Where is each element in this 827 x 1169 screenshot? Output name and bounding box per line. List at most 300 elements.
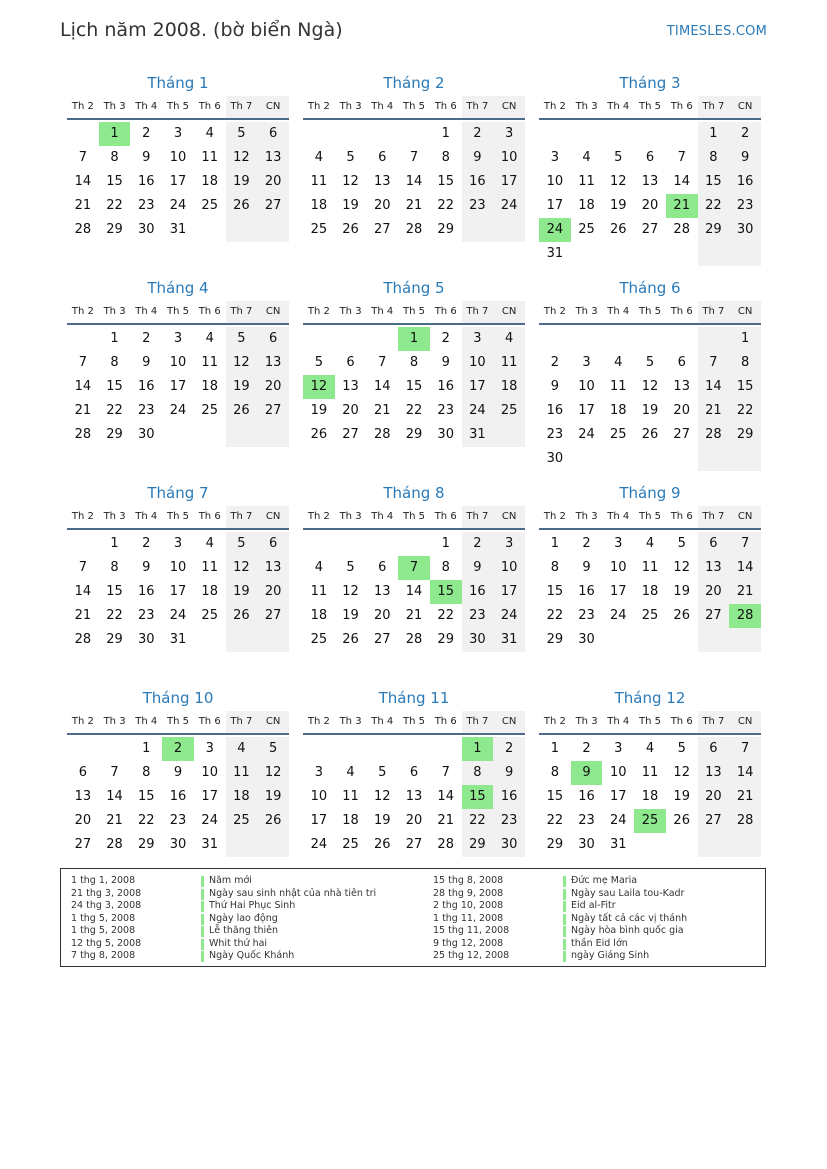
- day-cell[interactable]: 20: [641, 198, 659, 213]
- day-cell[interactable]: 19: [226, 375, 258, 399]
- day-cell[interactable]: 10: [493, 146, 525, 170]
- holiday-day-cell[interactable]: 9: [571, 761, 603, 785]
- day-cell[interactable]: 3: [550, 150, 559, 165]
- day-cell[interactable]: 22: [546, 813, 564, 828]
- day-cell[interactable]: 24: [169, 403, 187, 418]
- day-cell[interactable]: 19: [226, 580, 258, 604]
- day-cell[interactable]: 27: [74, 837, 92, 852]
- day-cell[interactable]: 3: [173, 536, 183, 551]
- day-cell[interactable]: 4: [314, 560, 323, 575]
- day-cell[interactable]: 22: [106, 403, 123, 418]
- holiday-day-cell[interactable]: 24: [539, 218, 571, 242]
- day-cell[interactable]: 20: [257, 375, 289, 399]
- day-cell[interactable]: 30: [437, 427, 454, 442]
- day-cell[interactable]: 15: [106, 174, 123, 189]
- day-cell[interactable]: 18: [201, 584, 218, 599]
- day-cell[interactable]: 28: [405, 222, 423, 237]
- day-cell[interactable]: 22: [698, 194, 730, 218]
- day-cell[interactable]: 13: [342, 379, 359, 394]
- day-cell[interactable]: 22: [437, 198, 454, 213]
- day-cell[interactable]: 16: [493, 785, 525, 809]
- day-cell[interactable]: 28: [106, 837, 123, 852]
- day-cell[interactable]: 26: [342, 632, 359, 647]
- day-cell[interactable]: 30: [138, 222, 155, 237]
- day-cell[interactable]: 12: [342, 174, 359, 189]
- day-cell[interactable]: 10: [169, 560, 187, 575]
- day-cell[interactable]: 18: [641, 789, 659, 804]
- day-cell[interactable]: 21: [374, 403, 391, 418]
- day-cell[interactable]: 16: [462, 580, 494, 604]
- day-cell[interactable]: 30: [578, 632, 595, 647]
- day-cell[interactable]: 13: [698, 556, 730, 580]
- day-cell[interactable]: 3: [173, 331, 183, 346]
- day-cell[interactable]: 31: [201, 837, 218, 852]
- day-cell[interactable]: 28: [405, 632, 423, 647]
- day-cell[interactable]: 4: [205, 126, 214, 141]
- day-cell[interactable]: 8: [550, 560, 559, 575]
- day-cell[interactable]: 5: [314, 355, 323, 370]
- day-cell[interactable]: 7: [729, 737, 761, 761]
- day-cell[interactable]: 24: [493, 604, 525, 628]
- day-cell[interactable]: 31: [546, 246, 564, 261]
- day-cell[interactable]: 27: [405, 837, 423, 852]
- day-cell[interactable]: 11: [201, 560, 218, 575]
- day-cell[interactable]: 14: [74, 584, 92, 599]
- day-cell[interactable]: 14: [698, 375, 730, 399]
- day-cell[interactable]: 25: [226, 809, 258, 833]
- day-cell[interactable]: 15: [546, 789, 564, 804]
- day-cell[interactable]: 7: [409, 150, 419, 165]
- day-cell[interactable]: 2: [142, 331, 151, 346]
- day-cell[interactable]: 3: [462, 327, 494, 351]
- day-cell[interactable]: 15: [437, 174, 454, 189]
- day-cell[interactable]: 1: [729, 327, 761, 351]
- day-cell[interactable]: 12: [641, 379, 659, 394]
- day-cell[interactable]: 29: [437, 632, 454, 647]
- day-cell[interactable]: 16: [169, 789, 187, 804]
- day-cell[interactable]: 26: [226, 604, 258, 628]
- holiday-day-cell[interactable]: 7: [398, 556, 430, 580]
- day-cell[interactable]: 31: [493, 628, 525, 652]
- day-cell[interactable]: 9: [493, 761, 525, 785]
- day-cell[interactable]: 23: [493, 809, 525, 833]
- day-cell[interactable]: 20: [342, 403, 359, 418]
- day-cell[interactable]: 25: [342, 837, 359, 852]
- day-cell[interactable]: 20: [673, 403, 690, 418]
- day-cell[interactable]: 8: [550, 765, 559, 780]
- day-cell[interactable]: 24: [462, 399, 494, 423]
- day-cell[interactable]: 13: [74, 789, 92, 804]
- day-cell[interactable]: 3: [493, 122, 525, 146]
- day-cell[interactable]: 6: [78, 765, 87, 780]
- day-cell[interactable]: 13: [257, 556, 289, 580]
- day-cell[interactable]: 22: [138, 813, 155, 828]
- day-cell[interactable]: 12: [673, 560, 690, 575]
- day-cell[interactable]: 11: [578, 174, 595, 189]
- day-cell[interactable]: 25: [641, 608, 659, 623]
- day-cell[interactable]: 12: [226, 556, 258, 580]
- day-cell[interactable]: 19: [673, 584, 690, 599]
- day-cell[interactable]: 21: [405, 198, 423, 213]
- day-cell[interactable]: 23: [138, 198, 155, 213]
- day-cell[interactable]: 17: [546, 198, 564, 213]
- day-cell[interactable]: 11: [641, 560, 659, 575]
- day-cell[interactable]: 28: [698, 423, 730, 447]
- day-cell[interactable]: 7: [698, 351, 730, 375]
- day-cell[interactable]: 19: [673, 789, 690, 804]
- day-cell[interactable]: 23: [578, 813, 595, 828]
- day-cell[interactable]: 24: [310, 837, 328, 852]
- day-cell[interactable]: 15: [106, 379, 123, 394]
- day-cell[interactable]: 14: [405, 584, 423, 599]
- day-cell[interactable]: 11: [641, 765, 659, 780]
- day-cell[interactable]: 23: [138, 403, 155, 418]
- day-cell[interactable]: 22: [106, 198, 123, 213]
- day-cell[interactable]: 21: [106, 813, 123, 828]
- day-cell[interactable]: 21: [74, 608, 92, 623]
- holiday-day-cell[interactable]: 12: [303, 375, 335, 399]
- day-cell[interactable]: 26: [610, 222, 627, 237]
- day-cell[interactable]: 17: [201, 789, 218, 804]
- day-cell[interactable]: 6: [409, 765, 419, 780]
- day-cell[interactable]: 6: [677, 355, 686, 370]
- day-cell[interactable]: 7: [441, 765, 450, 780]
- day-cell[interactable]: 10: [169, 150, 187, 165]
- day-cell[interactable]: 8: [462, 761, 494, 785]
- day-cell[interactable]: 28: [437, 837, 454, 852]
- day-cell[interactable]: 15: [729, 375, 761, 399]
- day-cell[interactable]: 20: [698, 785, 730, 809]
- day-cell[interactable]: 4: [205, 536, 214, 551]
- day-cell[interactable]: 26: [374, 837, 391, 852]
- holiday-day-cell[interactable]: 1: [398, 327, 430, 351]
- day-cell[interactable]: 19: [610, 198, 627, 213]
- day-cell[interactable]: 15: [698, 170, 730, 194]
- day-cell[interactable]: 9: [173, 765, 183, 780]
- day-cell[interactable]: 17: [610, 789, 627, 804]
- day-cell[interactable]: 10: [578, 379, 595, 394]
- day-cell[interactable]: 3: [582, 355, 591, 370]
- day-cell[interactable]: 1: [441, 536, 450, 551]
- day-cell[interactable]: 13: [374, 174, 391, 189]
- day-cell[interactable]: 27: [698, 809, 730, 833]
- day-cell[interactable]: 31: [169, 632, 187, 647]
- day-cell[interactable]: 10: [610, 765, 627, 780]
- day-cell[interactable]: 16: [138, 174, 155, 189]
- day-cell[interactable]: 29: [462, 833, 494, 857]
- holiday-day-cell[interactable]: 1: [462, 737, 494, 761]
- day-cell[interactable]: 6: [378, 150, 387, 165]
- day-cell[interactable]: 8: [441, 560, 450, 575]
- day-cell[interactable]: 8: [110, 150, 119, 165]
- day-cell[interactable]: 2: [582, 536, 591, 551]
- day-cell[interactable]: 28: [74, 222, 92, 237]
- day-cell[interactable]: 11: [493, 351, 525, 375]
- day-cell[interactable]: 10: [546, 174, 564, 189]
- day-cell[interactable]: 9: [550, 379, 559, 394]
- day-cell[interactable]: 13: [374, 584, 391, 599]
- day-cell[interactable]: 26: [673, 813, 690, 828]
- day-cell[interactable]: 4: [645, 741, 655, 756]
- day-cell[interactable]: 29: [729, 423, 761, 447]
- day-cell[interactable]: 6: [698, 532, 730, 556]
- site-link[interactable]: TIMESLES.COM: [666, 24, 767, 39]
- day-cell[interactable]: 16: [462, 170, 494, 194]
- day-cell[interactable]: 23: [169, 813, 187, 828]
- day-cell[interactable]: 24: [610, 813, 627, 828]
- day-cell[interactable]: 29: [106, 427, 123, 442]
- day-cell[interactable]: 9: [462, 146, 494, 170]
- day-cell[interactable]: 2: [493, 737, 525, 761]
- day-cell[interactable]: 17: [169, 174, 187, 189]
- day-cell[interactable]: 10: [610, 560, 627, 575]
- day-cell[interactable]: 2: [462, 532, 494, 556]
- day-cell[interactable]: 31: [169, 222, 187, 237]
- day-cell[interactable]: 26: [641, 427, 659, 442]
- day-cell[interactable]: 19: [226, 170, 258, 194]
- day-cell[interactable]: 20: [374, 608, 391, 623]
- day-cell[interactable]: 7: [729, 532, 761, 556]
- day-cell[interactable]: 18: [641, 584, 659, 599]
- day-cell[interactable]: 3: [314, 765, 323, 780]
- day-cell[interactable]: 29: [106, 632, 123, 647]
- day-cell[interactable]: 24: [169, 608, 187, 623]
- day-cell[interactable]: 2: [582, 741, 591, 756]
- day-cell[interactable]: 30: [462, 628, 494, 652]
- day-cell[interactable]: 19: [310, 403, 328, 418]
- day-cell[interactable]: 29: [138, 837, 155, 852]
- day-cell[interactable]: 31: [610, 837, 627, 852]
- day-cell[interactable]: 30: [729, 218, 761, 242]
- day-cell[interactable]: 8: [729, 351, 761, 375]
- day-cell[interactable]: 14: [74, 379, 92, 394]
- day-cell[interactable]: 26: [226, 399, 258, 423]
- day-cell[interactable]: 11: [610, 379, 627, 394]
- day-cell[interactable]: 28: [673, 222, 690, 237]
- day-cell[interactable]: 21: [74, 198, 92, 213]
- day-cell[interactable]: 15: [405, 379, 423, 394]
- day-cell[interactable]: 27: [257, 194, 289, 218]
- day-cell[interactable]: 14: [437, 789, 454, 804]
- day-cell[interactable]: 21: [74, 403, 92, 418]
- day-cell[interactable]: 30: [169, 837, 187, 852]
- day-cell[interactable]: 4: [493, 327, 525, 351]
- day-cell[interactable]: 20: [405, 813, 423, 828]
- day-cell[interactable]: 28: [74, 632, 92, 647]
- day-cell[interactable]: 4: [314, 150, 323, 165]
- day-cell[interactable]: 25: [201, 198, 218, 213]
- day-cell[interactable]: 27: [342, 427, 359, 442]
- day-cell[interactable]: 1: [550, 536, 559, 551]
- day-cell[interactable]: 1: [698, 122, 730, 146]
- day-cell[interactable]: 4: [205, 331, 214, 346]
- day-cell[interactable]: 23: [578, 608, 595, 623]
- holiday-day-cell[interactable]: 2: [162, 737, 194, 761]
- day-cell[interactable]: 2: [462, 122, 494, 146]
- day-cell[interactable]: 8: [142, 765, 151, 780]
- day-cell[interactable]: 9: [462, 556, 494, 580]
- day-cell[interactable]: 1: [550, 741, 559, 756]
- day-cell[interactable]: 6: [378, 560, 387, 575]
- day-cell[interactable]: 12: [257, 761, 289, 785]
- day-cell[interactable]: 6: [257, 532, 289, 556]
- day-cell[interactable]: 23: [437, 403, 454, 418]
- day-cell[interactable]: 17: [462, 375, 494, 399]
- day-cell[interactable]: 22: [729, 399, 761, 423]
- day-cell[interactable]: 23: [138, 608, 155, 623]
- day-cell[interactable]: 13: [698, 761, 730, 785]
- day-cell[interactable]: 14: [374, 379, 391, 394]
- day-cell[interactable]: 10: [310, 789, 328, 804]
- day-cell[interactable]: 28: [729, 809, 761, 833]
- holiday-day-cell[interactable]: 21: [666, 194, 698, 218]
- day-cell[interactable]: 27: [673, 427, 690, 442]
- day-cell[interactable]: 22: [462, 809, 494, 833]
- holiday-day-cell[interactable]: 28: [729, 604, 761, 628]
- day-cell[interactable]: 29: [546, 837, 564, 852]
- day-cell[interactable]: 27: [374, 632, 391, 647]
- day-cell[interactable]: 23: [546, 427, 564, 442]
- day-cell[interactable]: 22: [405, 403, 423, 418]
- day-cell[interactable]: 8: [698, 146, 730, 170]
- day-cell[interactable]: 12: [342, 584, 359, 599]
- day-cell[interactable]: 5: [226, 327, 258, 351]
- day-cell[interactable]: 6: [698, 737, 730, 761]
- day-cell[interactable]: 26: [257, 809, 289, 833]
- day-cell[interactable]: 2: [729, 122, 761, 146]
- day-cell[interactable]: 5: [346, 560, 355, 575]
- day-cell[interactable]: 17: [169, 584, 187, 599]
- day-cell[interactable]: 20: [257, 580, 289, 604]
- day-cell[interactable]: 19: [342, 608, 359, 623]
- day-cell[interactable]: 16: [138, 379, 155, 394]
- day-cell[interactable]: 22: [106, 608, 123, 623]
- day-cell[interactable]: 5: [677, 741, 686, 756]
- day-cell[interactable]: 4: [582, 150, 591, 165]
- day-cell[interactable]: 8: [110, 355, 119, 370]
- day-cell[interactable]: 13: [257, 146, 289, 170]
- day-cell[interactable]: 11: [310, 584, 328, 599]
- day-cell[interactable]: 25: [201, 403, 218, 418]
- day-cell[interactable]: 20: [257, 170, 289, 194]
- day-cell[interactable]: 26: [310, 427, 328, 442]
- day-cell[interactable]: 19: [641, 403, 659, 418]
- day-cell[interactable]: 8: [409, 355, 419, 370]
- day-cell[interactable]: 23: [462, 604, 494, 628]
- day-cell[interactable]: 26: [226, 194, 258, 218]
- day-cell[interactable]: 9: [142, 150, 151, 165]
- day-cell[interactable]: 23: [462, 194, 494, 218]
- day-cell[interactable]: 21: [437, 813, 454, 828]
- day-cell[interactable]: 17: [493, 580, 525, 604]
- day-cell[interactable]: 21: [729, 785, 761, 809]
- day-cell[interactable]: 13: [405, 789, 423, 804]
- day-cell[interactable]: 11: [342, 789, 359, 804]
- day-cell[interactable]: 9: [582, 560, 591, 575]
- day-cell[interactable]: 19: [374, 813, 391, 828]
- day-cell[interactable]: 12: [673, 765, 690, 780]
- day-cell[interactable]: 25: [201, 608, 218, 623]
- day-cell[interactable]: 29: [106, 222, 123, 237]
- day-cell[interactable]: 21: [405, 608, 423, 623]
- day-cell[interactable]: 8: [441, 150, 450, 165]
- day-cell[interactable]: 26: [342, 222, 359, 237]
- day-cell[interactable]: 11: [226, 761, 258, 785]
- day-cell[interactable]: 12: [226, 351, 258, 375]
- day-cell[interactable]: 19: [342, 198, 359, 213]
- day-cell[interactable]: 4: [645, 536, 655, 551]
- day-cell[interactable]: 9: [441, 355, 450, 370]
- day-cell[interactable]: 18: [310, 608, 328, 623]
- day-cell[interactable]: 4: [226, 737, 258, 761]
- day-cell[interactable]: 30: [493, 833, 525, 857]
- day-cell[interactable]: 14: [673, 174, 690, 189]
- day-cell[interactable]: 14: [106, 789, 123, 804]
- day-cell[interactable]: 3: [205, 741, 214, 756]
- day-cell[interactable]: 10: [169, 355, 187, 370]
- day-cell[interactable]: 2: [142, 536, 151, 551]
- day-cell[interactable]: 6: [257, 327, 289, 351]
- day-cell[interactable]: 24: [578, 427, 595, 442]
- day-cell[interactable]: 14: [729, 761, 761, 785]
- day-cell[interactable]: 24: [493, 194, 525, 218]
- day-cell[interactable]: 12: [610, 174, 627, 189]
- day-cell[interactable]: 5: [645, 355, 655, 370]
- day-cell[interactable]: 3: [173, 126, 183, 141]
- day-cell[interactable]: 1: [142, 741, 151, 756]
- day-cell[interactable]: 29: [546, 632, 564, 647]
- day-cell[interactable]: 25: [310, 222, 328, 237]
- day-cell[interactable]: 4: [614, 355, 623, 370]
- day-cell[interactable]: 7: [677, 150, 686, 165]
- day-cell[interactable]: 22: [546, 608, 564, 623]
- day-cell[interactable]: 29: [437, 222, 454, 237]
- day-cell[interactable]: 17: [493, 170, 525, 194]
- day-cell[interactable]: 8: [110, 560, 119, 575]
- day-cell[interactable]: 7: [78, 150, 87, 165]
- day-cell[interactable]: 9: [142, 355, 151, 370]
- day-cell[interactable]: 25: [610, 427, 627, 442]
- day-cell[interactable]: 18: [201, 379, 218, 394]
- day-cell[interactable]: 22: [437, 608, 454, 623]
- day-cell[interactable]: 13: [257, 351, 289, 375]
- day-cell[interactable]: 11: [310, 174, 328, 189]
- day-cell[interactable]: 15: [546, 584, 564, 599]
- holiday-day-cell[interactable]: 25: [634, 809, 666, 833]
- day-cell[interactable]: 30: [546, 451, 564, 466]
- day-cell[interactable]: 9: [729, 146, 761, 170]
- day-cell[interactable]: 27: [374, 222, 391, 237]
- day-cell[interactable]: 25: [310, 632, 328, 647]
- day-cell[interactable]: 30: [138, 632, 155, 647]
- day-cell[interactable]: 7: [78, 355, 87, 370]
- day-cell[interactable]: 10: [201, 765, 218, 780]
- day-cell[interactable]: 14: [405, 174, 423, 189]
- day-cell[interactable]: 16: [546, 403, 564, 418]
- day-cell[interactable]: 3: [614, 741, 623, 756]
- day-cell[interactable]: 5: [614, 150, 623, 165]
- day-cell[interactable]: 28: [374, 427, 391, 442]
- day-cell[interactable]: 5: [677, 536, 686, 551]
- day-cell[interactable]: 17: [310, 813, 328, 828]
- day-cell[interactable]: 20: [74, 813, 92, 828]
- day-cell[interactable]: 18: [342, 813, 359, 828]
- day-cell[interactable]: 19: [257, 785, 289, 809]
- day-cell[interactable]: 25: [493, 399, 525, 423]
- day-cell[interactable]: 12: [226, 146, 258, 170]
- day-cell[interactable]: 5: [378, 765, 387, 780]
- day-cell[interactable]: 13: [641, 174, 659, 189]
